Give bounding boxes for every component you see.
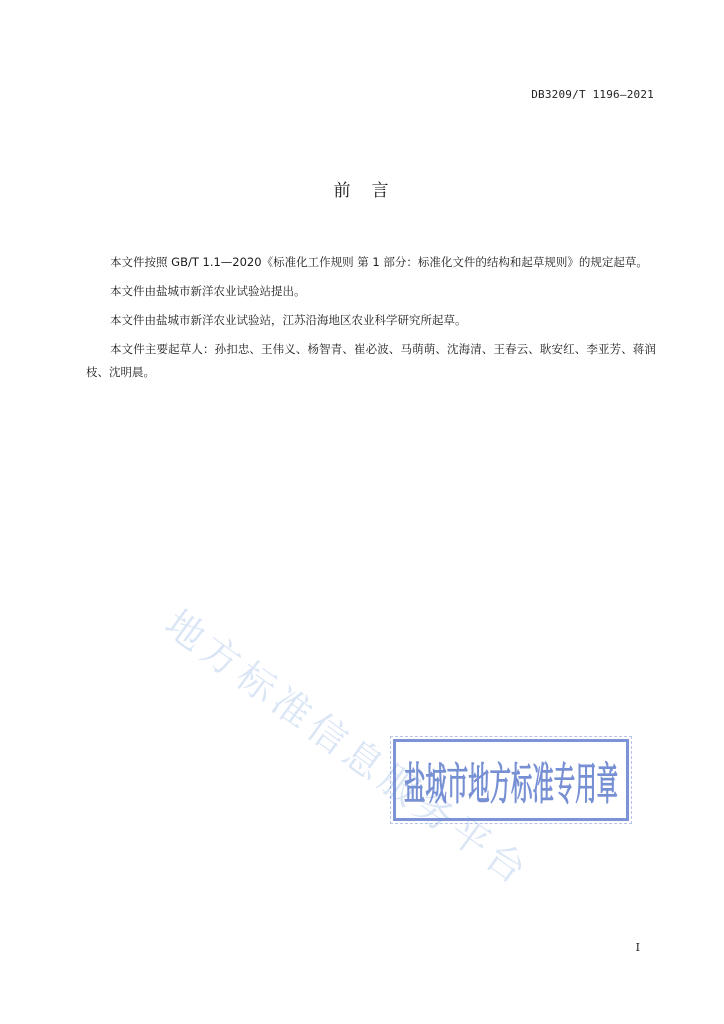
preface-body bbox=[86, 251, 656, 390]
page-number: I bbox=[635, 941, 640, 954]
page-title: 前 言 bbox=[333, 181, 391, 201]
paragraph-proposer: 本文件由盐城市新洋农业试验站提出。 bbox=[110, 284, 306, 298]
paragraph-drafters: 本文件主要起草人：孙扣忠、王伟义、杨智青、崔必波、马萌萌、沈海清、王春云、耿安红、李亚芳、蒋润枝、沈明晨。 bbox=[86, 342, 656, 379]
stamp-text: 盐城市地方标准专用章 bbox=[404, 759, 618, 810]
paragraph-drafting-rules: 本文件按照 GB/T 1.1—2020《标准化工作规则 第 1 部分：标准化文件的结构和起草规则》的规定起草。 bbox=[110, 255, 648, 269]
platform-watermark: 地方标准信息服务平台 bbox=[156, 601, 539, 896]
paragraph-drafting-units: 本文件由盐城市新洋农业试验站，江苏沿海地区农业科学研究所起草。 bbox=[110, 313, 467, 327]
stamp-seal-graphic bbox=[398, 744, 624, 816]
official-stamp bbox=[393, 739, 629, 821]
document-code: DB3209/T 1196—2021 bbox=[531, 88, 654, 101]
